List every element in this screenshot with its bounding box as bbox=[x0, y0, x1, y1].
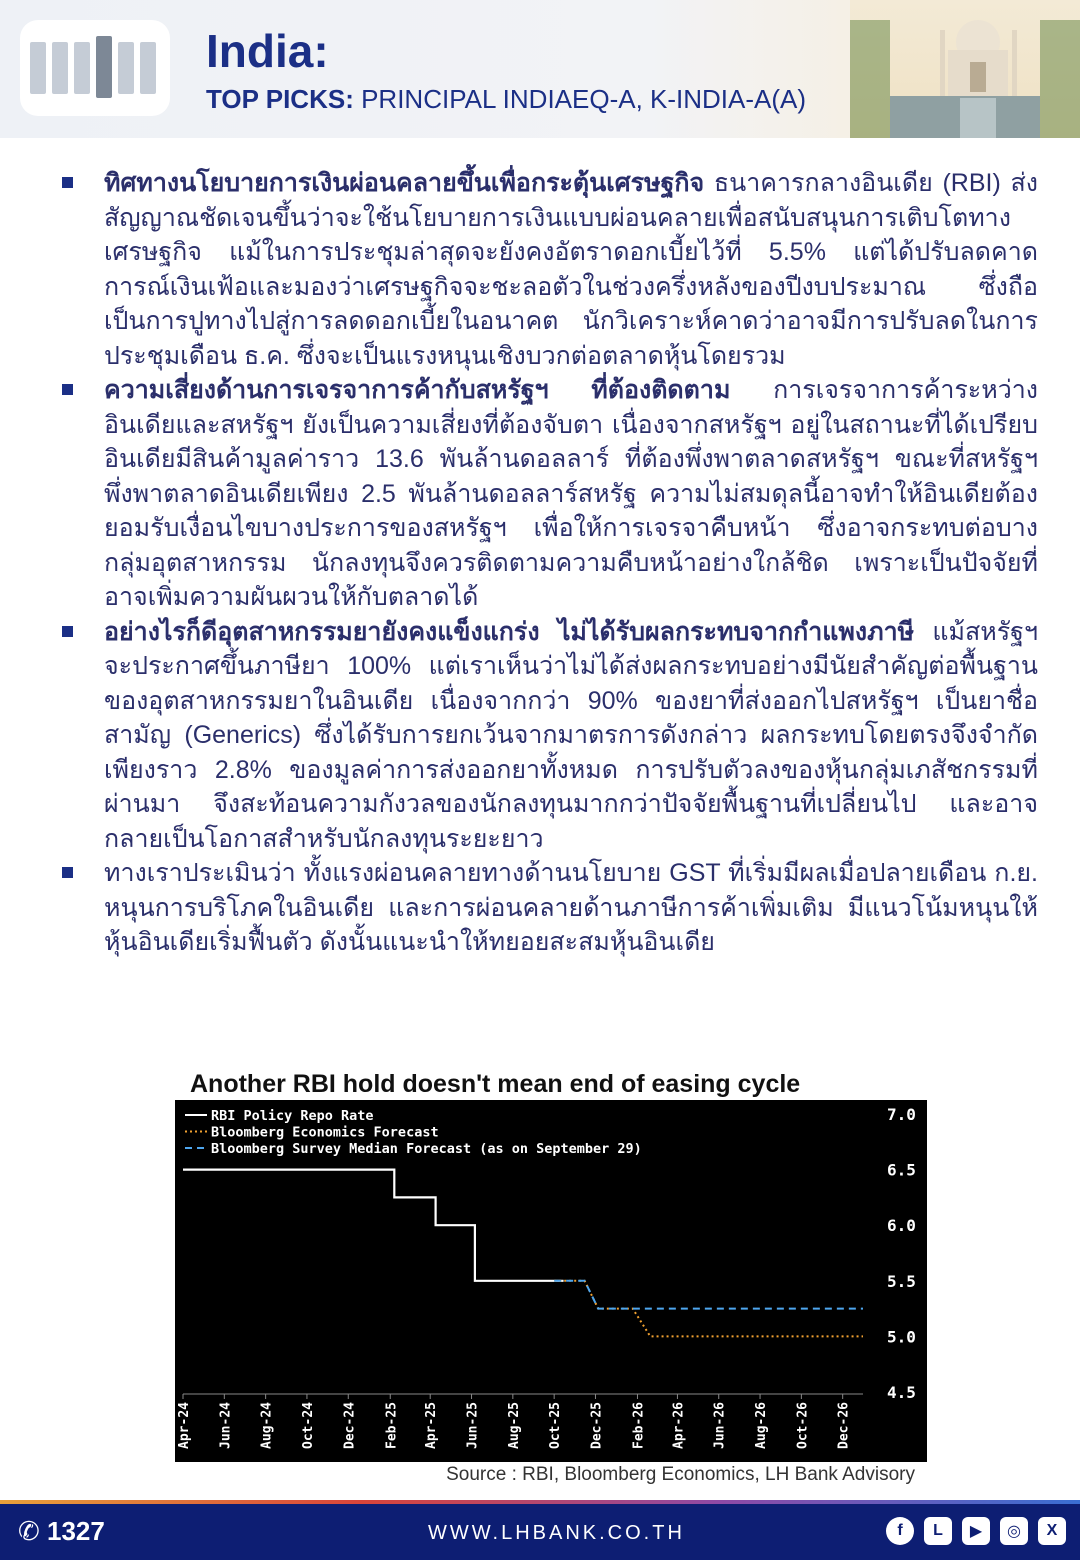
x-tick-label: Aug-24 bbox=[259, 1402, 275, 1449]
bullet-marker bbox=[62, 177, 73, 188]
bullet-item: อย่างไรก็ดีอุตสาหกรรมยายังคงแข็งแกร่ง ไม่ได้รับผลกระทบจากกำแพงภาษี แม้สหรัฐฯ จะประกาศขึ้นภาษียา 100% แต่เราเห็นว่าไม่ได้ส่งผลกระทบอย่างมีนัยสำคัญต่อพื้นฐานของอุตสาหกรรมยาในอินเดีย เนื่องจากกว่า 90% ของยาที่ส่งออกไปสหรัฐฯ เป็นยาชื่อสามัญ (Generics) ซึ่งได้รับการยกเว้นจากมาตรการดังกล่าว ผลกระทบโดยตรงจึงจำกัดเพียงราว 2.8% ของมูลค่าการส่งออกยาทั้งหมด การปรับตัวลงของหุ้นกลุ่มเภสัชกรรมที่ผ่านมา จึงสะท้อนความกังวลของนักลงทุนมากกว่าปัจจัยพื้นฐานที่เปลี่ยนไป และอาจกลายเป็นโอกาสสำหรับนักลงทุนระยะยาว bbox=[62, 615, 1038, 857]
legend-label: Bloomberg Survey Median Forecast (as on September 29) bbox=[211, 1141, 642, 1157]
x-tick-label: Feb-25 bbox=[384, 1402, 400, 1449]
legend-label: Bloomberg Economics Forecast bbox=[211, 1124, 439, 1141]
x-tick-label: Feb-26 bbox=[631, 1402, 647, 1449]
x-tick-label: Apr-26 bbox=[671, 1402, 687, 1449]
x-tick-label: Dec-26 bbox=[836, 1402, 852, 1449]
instagram-icon[interactable]: ◎ bbox=[1000, 1517, 1028, 1545]
chart bbox=[175, 1100, 927, 1462]
x-tick-label: Aug-25 bbox=[506, 1402, 522, 1449]
x-tick-label: Dec-25 bbox=[589, 1402, 605, 1449]
bullet-item: ความเสี่ยงด้านการเจรจาการค้ากับสหรัฐฯ ที่ต้องติดตาม การเจรจาการค้าระหว่างอินเดียและสหรัฐฯ ยังเป็นความเสี่ยงที่ต้องจับตา เนื่องจากสหรัฐฯ อยู่ในสถานะที่ได้เปรียบ อินเดียมีสินค้ามูลค่าราว 13.6 พันล้านดอลลาร์ ที่ต้องพึ่งพาตลาดสหรัฐฯ ขณะที่สหรัฐฯ พึ่งพาตลาดอินเดียเพียง 2.5 พันล้านดอลลาร์สหรัฐ ความไม่สมดุลนี้อาจทำให้อินเดียต้องยอมรับเงื่อนไขบางประการของสหรัฐฯ เพื่อให้การเจรจาคืบหน้า ซึ่งอาจกระทบต่อบางกลุ่มอุตสาหกรรม นักลงทุนจึงควรติดตามความคืบหน้าอย่างใกล้ชิด เพราะเป็นปัจจัยที่อาจเพิ่มความผันผวนให้กับตลาดได้ bbox=[62, 373, 1038, 615]
phone-number[interactable]: ✆ 1327 bbox=[18, 1516, 105, 1546]
page-subtitle: TOP PICKS: PRINCIPAL INDIAEQ-A, K-INDIA-A(A) bbox=[206, 84, 807, 114]
bullet-item: ทางเราประเมินว่า ทั้งแรงผ่อนคลายทางด้านนโยบาย GST ที่เริ่มมีผลเมื่อปลายเดือน ก.ย. หนุนการบริโภคในอินเดีย และการผ่อนคลายด้านภาษีการค้าเพิ่มเติม มีแนวโน้มหนุนให้หุ้นอินเดียเริ่มฟื้นตัว ดังนั้นแนะนำให้ทยอยสะสมหุ้นอินเดีย bbox=[62, 856, 1038, 960]
chart-source: Source : RBI, Bloomberg Economics, LH Bank Advisory bbox=[446, 1464, 915, 1485]
legend-label: RBI Policy Repo Rate bbox=[211, 1108, 374, 1124]
x-tick-label: Dec-24 bbox=[342, 1402, 358, 1449]
social-links bbox=[886, 1517, 1066, 1545]
x-tick-label: Jun-25 bbox=[465, 1402, 481, 1449]
x-tick-label: Oct-25 bbox=[548, 1402, 564, 1449]
y-tick-label: 4.5 bbox=[887, 1383, 916, 1402]
x-tick-label: Jun-26 bbox=[712, 1402, 728, 1449]
bullet-marker bbox=[62, 867, 73, 878]
header-banner bbox=[0, 0, 1080, 138]
taj-mahal-image bbox=[850, 0, 1080, 138]
x-tick-label: Apr-24 bbox=[177, 1402, 192, 1449]
page-title: India: bbox=[206, 25, 329, 77]
facebook-icon[interactable]: f bbox=[886, 1517, 914, 1545]
bullet-marker bbox=[62, 384, 73, 395]
x-tick-label: Oct-24 bbox=[300, 1402, 316, 1449]
y-tick-label: 6.0 bbox=[887, 1216, 916, 1236]
x-tick-label: Aug-26 bbox=[754, 1402, 770, 1449]
series-line-1 bbox=[183, 1170, 564, 1281]
y-tick-label: 5.5 bbox=[887, 1271, 916, 1291]
series-line-3 bbox=[554, 1281, 863, 1309]
bullet-item: ทิศทางนโยบายการเงินผ่อนคลายขึ้นเพื่อกระตุ้นเศรษฐกิจ ธนาคารกลางอินเดีย (RBI) ส่งสัญญาณชัดเจนขึ้นว่าจะใช้นโยบายการเงินแบบผ่อนคลายเพื่อสนับสนุนการเติบโตทางเศรษฐกิจ แม้ในการประชุมล่าสุดจะยังคงอัตราดอกเบี้ยไว้ที่ 5.5% แต่ได้ปรับลดคาดการณ์เงินเฟ้อและมองว่าเศรษฐกิจจะชะลอตัวในช่วงครึ่งหลังของปีงบประมาณ ซึ่งถือเป็นการปูทางไปสู่การลดดอกเบี้ยในอนาคต นักวิเคราะห์คาดว่าอาจมีการปรับลดในการประชุมเดือน ธ.ค. ซึ่งจะเป็นแรงหนุนเชิงบวกต่อตลาดหุ้นโดยรวม bbox=[62, 166, 1038, 373]
x-tick-label: Oct-26 bbox=[795, 1402, 811, 1449]
chart-svg bbox=[175, 1100, 927, 1462]
line-icon[interactable]: L bbox=[924, 1517, 952, 1545]
x-tick-label: Apr-25 bbox=[424, 1402, 440, 1449]
x-icon[interactable]: X bbox=[1038, 1517, 1066, 1545]
youtube-icon[interactable]: ▶ bbox=[962, 1517, 990, 1545]
y-tick-label: 5.0 bbox=[887, 1327, 916, 1347]
x-tick-label: Jun-24 bbox=[218, 1402, 234, 1449]
logo bbox=[20, 20, 170, 116]
chart-title: Another RBI hold doesn't mean end of easing cycle bbox=[190, 1070, 801, 1098]
website-link[interactable]: WWW.LHBANK.CO.TH bbox=[428, 1522, 685, 1544]
bullet-marker bbox=[62, 626, 73, 637]
y-tick-label: 6.5 bbox=[887, 1160, 916, 1180]
y-tick-label: 7.0 bbox=[887, 1105, 916, 1124]
bullet-list bbox=[62, 166, 1038, 960]
